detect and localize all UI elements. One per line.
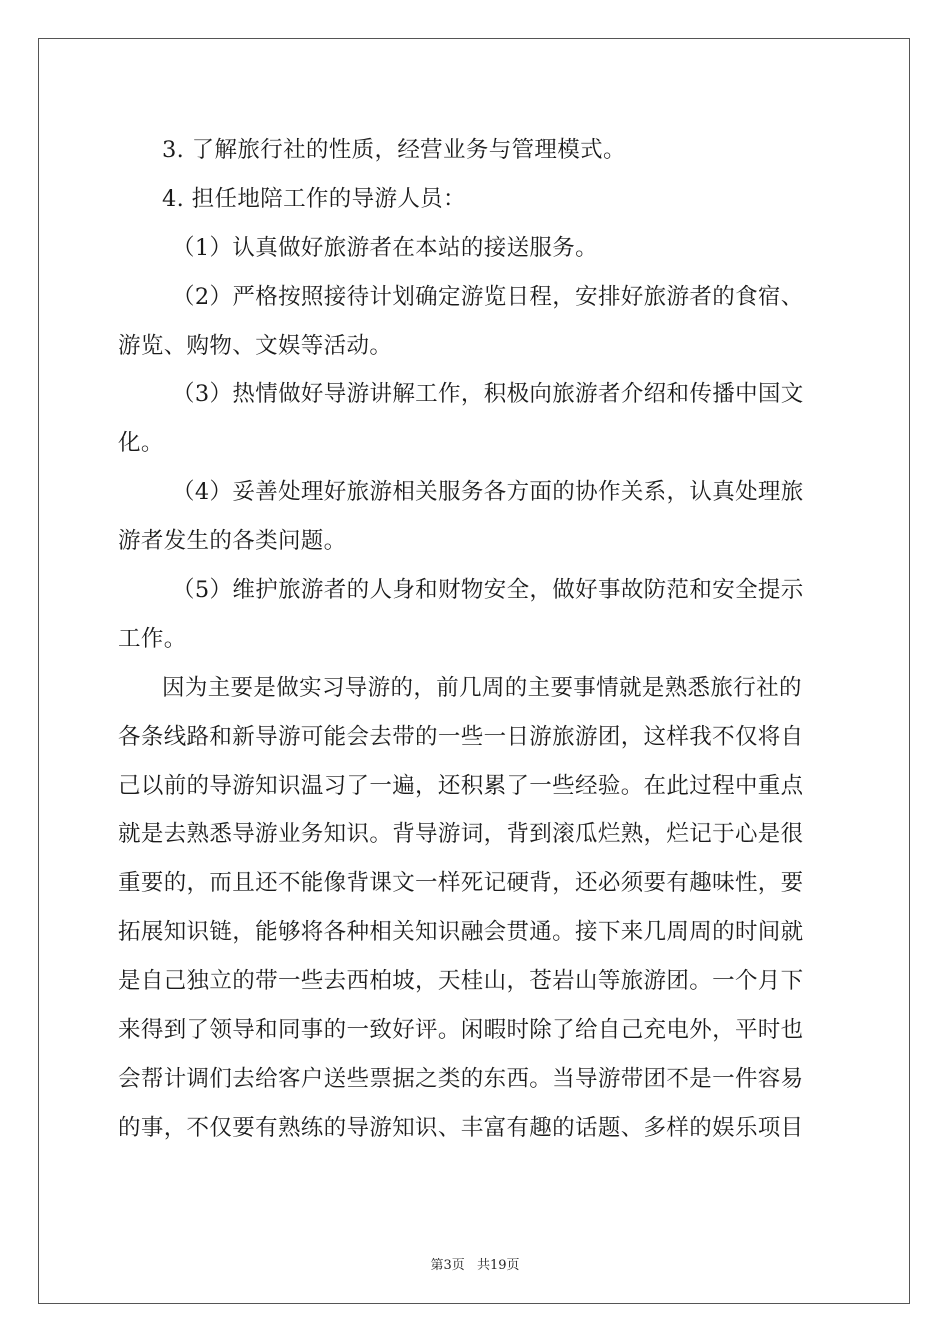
text-line: 就是去熟悉导游业务知识。背导游词，背到滚瓜烂熟，烂记于心是很 bbox=[118, 821, 804, 848]
text-line: 游览、购物、文娱等活动。 bbox=[118, 332, 393, 359]
list-item: 3. 了解旅行社的性质，经营业务与管理模式。 bbox=[162, 137, 626, 163]
text-line: 重要的，而且还不能像背课文一样死记硬背，还必须要有趣味性，要 bbox=[118, 870, 804, 897]
page-footer bbox=[0, 1254, 950, 1273]
page-total: 共19页 bbox=[476, 1258, 520, 1273]
paragraph-start: 因为主要是做实习导游的，前几周的主要事情就是熟悉旅行社的 bbox=[162, 674, 802, 701]
text-line: 是自己独立的带一些去西柏坡，天桂山，苍岩山等旅游团。一个月下 bbox=[118, 968, 804, 995]
text-line: 游者发生的各类问题。 bbox=[118, 528, 347, 555]
text-line: 会帮计调们去给客户送些票据之类的东西。当导游带团不是一件容易 bbox=[118, 1065, 804, 1092]
list-item: （1）认真做好旅游者在本站的接送服务。 bbox=[172, 234, 598, 261]
list-item: （4）妥善处理好旅游相关服务各方面的协作关系，认真处理旅 bbox=[172, 479, 804, 506]
text-line: 己以前的导游知识温习了一遍，还积累了一些经验。在此过程中重点 bbox=[118, 772, 804, 799]
page-number: 第3页 bbox=[430, 1258, 465, 1273]
list-item: （2）严格按照接待计划确定游览日程，安排好旅游者的食宿、 bbox=[172, 283, 804, 310]
text-line: 化。 bbox=[118, 430, 164, 457]
list-item: （5）维护旅游者的人身和财物安全，做好事故防范和安全提示 bbox=[172, 577, 804, 604]
text-line: 工作。 bbox=[118, 625, 187, 652]
text-line: 拓展知识链，能够将各种相关知识融会贯通。接下来几周周的时间就 bbox=[118, 919, 804, 946]
text-line: 的事，不仅要有熟练的导游知识、丰富有趣的话题、多样的娱乐项目 bbox=[118, 1114, 804, 1141]
text-line: 来得到了领导和同事的一致好评。闲暇时除了给自己充电外，平时也 bbox=[118, 1017, 804, 1044]
list-item: （3）热情做好导游讲解工作，积极向旅游者介绍和传播中国文 bbox=[172, 381, 804, 408]
document-body bbox=[118, 126, 834, 1153]
text-line: 各条线路和新导游可能会去带的一些一日游旅游团，这样我不仅将自 bbox=[118, 723, 804, 750]
list-item: 4. 担任地陪工作的导游人员： bbox=[162, 185, 466, 212]
